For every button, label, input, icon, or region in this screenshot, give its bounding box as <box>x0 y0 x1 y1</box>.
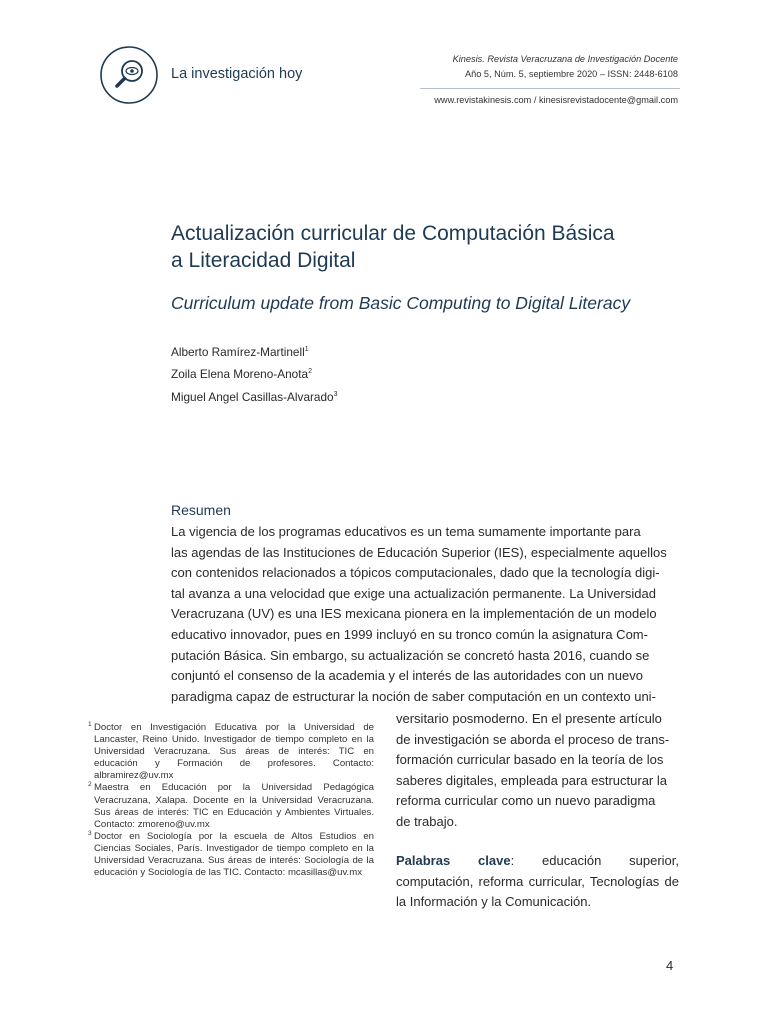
journal-info <box>453 52 678 81</box>
author-name: Zoila Elena Moreno-Anota <box>171 367 309 382</box>
abstract-line: La vigencia de los programas educativos es un tema sumamente importante para <box>171 524 641 539</box>
abstract-body-column <box>396 709 679 833</box>
keywords-label: Palabras clave <box>396 853 511 868</box>
author-note-mark: 2 <box>308 368 312 376</box>
abstract-body <box>171 522 679 707</box>
author-name: Alberto Ramírez-Martinell <box>171 344 305 359</box>
abstract-line: Veracruzana (UV) es una IES mexicana pionera en la implementación de un modelo <box>171 606 657 622</box>
page-number: 4 <box>666 958 674 973</box>
abstract-heading: Resumen <box>171 502 231 518</box>
footnote-mark: 2 <box>88 781 92 789</box>
article-title <box>171 220 691 274</box>
author-name: Miguel Angel Casillas-Alvarado <box>171 389 334 404</box>
footnote <box>88 831 374 879</box>
footnote <box>88 722 374 782</box>
abstract-line: con contenidos relacionados a tópicos computacionales, dado que la tecnología digi- <box>171 565 660 581</box>
abstract-line: tal avanza a una velocidad que exige una actualización permanente. La Universidad <box>171 585 656 601</box>
abstract-line: versitario posmoderno. En el presente artículo <box>396 711 662 726</box>
section-name: La investigación hoy <box>171 66 303 82</box>
author-item <box>171 385 338 407</box>
magnifier-eye-icon <box>99 45 159 105</box>
journal-issue: Año 5, Núm. 5, septiembre 2020 – ISSN: 2448-6108 <box>465 68 678 79</box>
article-title-english: Curriculum update from Basic Computing to Digital Literacy <box>171 293 631 313</box>
author-list <box>171 340 338 407</box>
article-title-line: Actualización curricular de Computación Básica <box>171 222 615 245</box>
author-item <box>171 340 338 362</box>
footnote-text: Maestra en Educación por la Universidad Pedagógica Veracruzana, Xalapa. Docente en la Universidad Veracruzana. Sus áreas de interés: TIC en Educación y Ambientes Virtuales. Contacto: zmoreno@uv.mx <box>94 782 374 830</box>
abstract-line: paradigma capaz de estructurar la noción de saber computación en un contexto uni- <box>171 688 656 704</box>
abstract-line: putación Básica. Sin embargo, su actualización se concretó hasta 2016, cuando se <box>171 647 650 663</box>
footnote-mark: 1 <box>88 721 92 728</box>
abstract-line: educativo innovador, pues en 1999 incluyó en su tronco común la asignatura Com- <box>171 626 648 642</box>
author-note-mark: 1 <box>304 346 309 353</box>
abstract-line: de investigación se aborda el proceso de trans- <box>396 731 670 747</box>
abstract-line: las agendas de las Instituciones de Educación Superior (IES), especialmente aquellos <box>171 544 667 560</box>
abstract-line: conjuntó el consenso de la academia y el interés de las autoridades con un nuevo <box>171 668 643 684</box>
footnote-text: Doctor en Investigación Educativa por la Universidad de Lancaster, Reino Unido. Investigador de tiempo completo en la Universidad Veracruzana. Sus áreas de interés: TIC en educación y Formación de profesores. Contacto: albramirez@uv.mx <box>94 722 374 782</box>
abstract-line: reforma curricular como un nuevo paradigma <box>396 793 656 809</box>
journal-title: Kinesis. Revista Veracruzana de Investigación Docente <box>452 54 678 64</box>
author-item <box>171 362 338 384</box>
keywords-text: : educación superior, computación, reforma curricular, Tecnologías de la Información y la Comunicación. <box>396 853 679 910</box>
article-title-line: a Literacidad Digital <box>171 249 356 272</box>
footnotes <box>88 722 374 879</box>
abstract-line: formación curricular basado en la teoría de los <box>396 752 664 768</box>
footnote <box>88 782 374 830</box>
abstract-line: saberes digitales, empleada para estructurar la <box>396 772 667 788</box>
footnote-text: Doctor en Sociología por la escuela de Altos Estudios en Ciencias Sociales, París. Investigador de tiempo completo en la Universidad Veracruzana. Sus áreas de interés: Sociología de la educación y Sociología de las TIC. Contacto: mcasillas@uv.mx <box>94 830 374 879</box>
header-divider <box>420 88 680 89</box>
abstract-line: de trabajo. <box>396 813 458 829</box>
footnote-mark: 3 <box>88 829 92 837</box>
journal-web-contact[interactable]: www.revistakinesis.com / kinesisrevistadocente@gmail.com <box>434 95 678 105</box>
keywords <box>396 851 679 913</box>
author-note-mark: 3 <box>333 390 338 398</box>
